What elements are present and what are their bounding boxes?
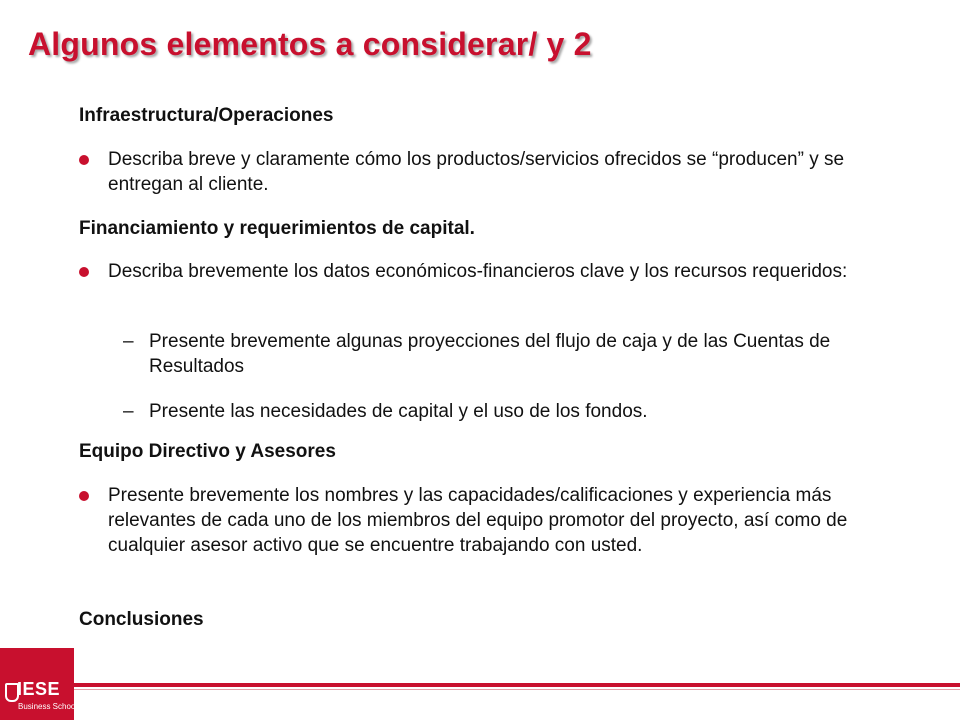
bullet-dot-icon [79,491,89,501]
bullet-text: Describa breve y claramente cómo los productos/servicios ofrecidos se “producen” y se entregan al cliente. [108,149,845,195]
footer-divider [74,683,960,687]
bullet-text: Describa brevemente los datos económicos-financieros clave y los recursos requeridos: [108,261,848,282]
bullet-item [79,259,879,284]
dash-mark: – [123,331,134,352]
section-heading-conclusiones: Conclusiones [79,609,204,630]
bullet-item [79,483,879,558]
bullet-item [79,147,879,197]
footer-divider-thin [74,689,960,690]
sub-item [123,399,879,424]
logo-name: IESE [17,679,61,699]
dash-mark: – [123,401,134,422]
logo-subtitle: Business School [18,702,78,711]
bullet-text: Presente brevemente los nombres y las capacidades/calificaciones y experiencia más relevantes de cada uno de los miembros del equipo promotor del proyecto, así como de cualquier asesor activo que se encuentre trabajando con usted. [108,485,848,556]
bullet-dot-icon [79,155,89,165]
section-heading-financiamiento: Financiamiento y requerimientos de capital. [79,218,475,239]
iese-logo [0,648,78,720]
section-heading-equipo: Equipo Directivo y Asesores [79,441,336,462]
page-title: Algunos elementos a considerar/ y 2 [28,26,592,62]
sub-item-text: Presente las necesidades de capital y el uso de los fondos. [149,401,648,422]
section-heading-infraestructura: Infraestructura/Operaciones [79,105,334,126]
bullet-dot-icon [79,267,89,277]
sub-item [123,329,879,379]
sub-item-text: Presente brevemente algunas proyecciones del flujo de caja y de las Cuentas de Resultados [149,331,831,377]
